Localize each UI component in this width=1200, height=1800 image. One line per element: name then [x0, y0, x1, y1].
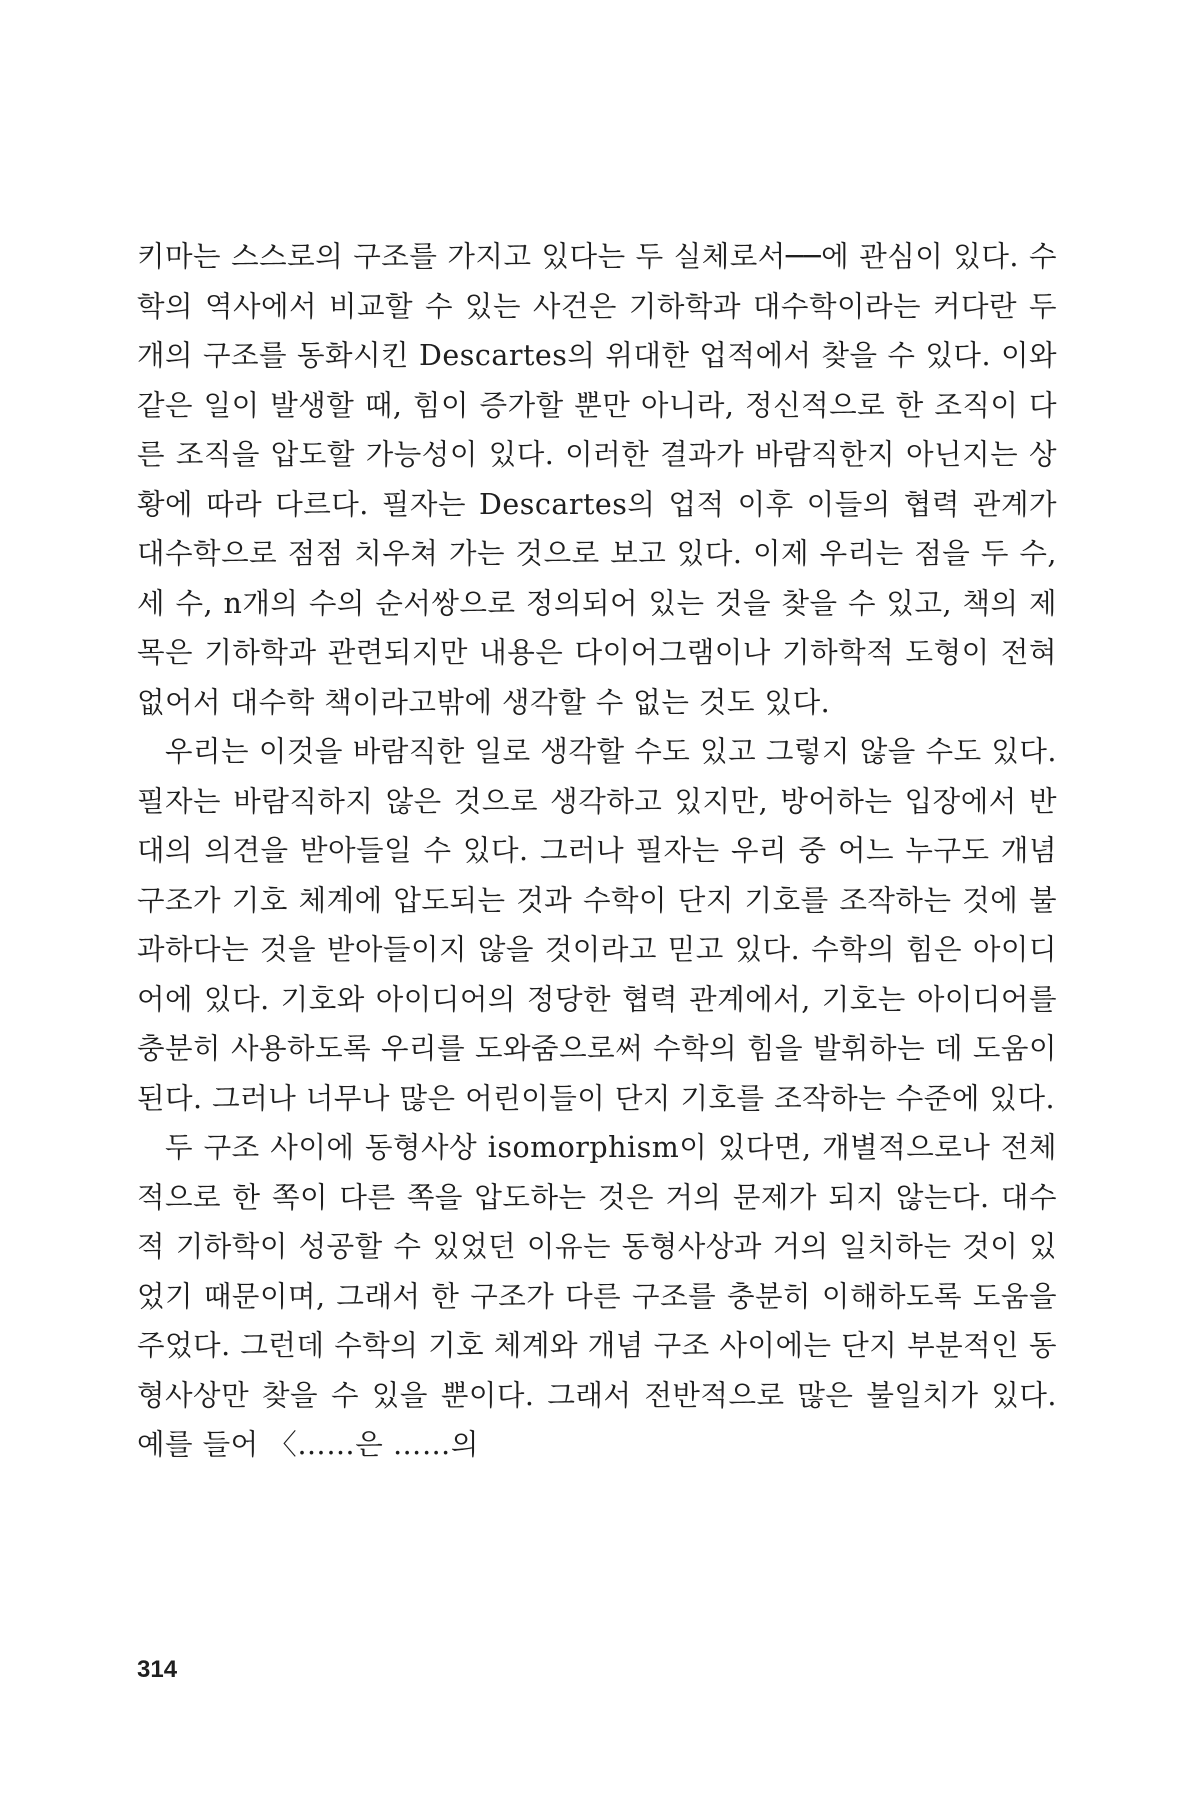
paragraph: 두 구조 사이에 동형사상 isomorphism이 있다면, 개별적으로나 전체적으로 한 쪽이 다른 쪽을 압도하는 것은 거의 문제가 되지 않는다. 대수적 기하학이 성공할 수 있었던 이유는 동형사상과 거의 일치하는 것이 있었기 때문이며, 그래서 한 구조가 다른 구조를 충분히 이해하도록 도움을 주었다. 그런데 수학의 기호 체계와 개념 구조 사이에는 단지 부분적인 동형사상만 찾을 수 있을 뿐이다. 그래서 전반적으로 많은 불일치가 있다. 예를 들어 〈……은 ……의: [137, 1131, 1057, 1461]
body-text: [137, 232, 1057, 1470]
page-number: 314: [137, 1656, 178, 1683]
paragraph: 우리는 이것을 바람직한 일로 생각할 수도 있고 그렇지 않을 수도 있다. 필자는 바람직하지 않은 것으로 생각하고 있지만, 방어하는 입장에서 반대의 의견을 받아들일 수 있다. 그러나 필자는 우리 중 어느 누구도 개념 구조가 기호 체계에 압도되는 것과 수학이 단지 기호를 조작하는 것에 불과하다는 것을 받아들이지 않을 것이라고 믿고 있다. 수학의 힘은 아이디어에 있다. 기호와 아이디어의 정당한 협력 관계에서, 기호는 아이디어를 충분히 사용하도록 우리를 도와줌으로써 수학의 힘을 발휘하는 데 도움이 된다. 그러나 너무나 많은 어린이들이 단지 기호를 조작하는 수준에 있다.: [137, 735, 1057, 1115]
paragraph-continued: 키마는 스스로의 구조를 가지고 있다는 두 실체로서──에 관심이 있다. 수학의 역사에서 비교할 수 있는 사건은 기하학과 대수학이라는 커다란 두 개의 구조를 동화시킨 Descartes의 위대한 업적에서 찾을 수 있다. 이와 같은 일이 발생할 때, 힘이 증가할 뿐만 아니라, 정신적으로 한 조직이 다른 조직을 압도할 가능성이 있다. 이러한 결과가 바람직한지 아닌지는 상황에 따라 다르다. 필자는 Descartes의 업적 이후 이들의 협력 관계가 대수학으로 점점 치우쳐 가는 것으로 보고 있다. 이제 우리는 점을 두 수, 세 수, n개의 수의 순서쌍으로 정의되어 있는 것을 찾을 수 있고, 책의 제목은 기하학과 관련되지만 내용은 다이어그램이나 기하학적 도형이 전혀 없어서 대수학 책이라고밖에 생각할 수 없는 것도 있다.: [137, 240, 1058, 719]
